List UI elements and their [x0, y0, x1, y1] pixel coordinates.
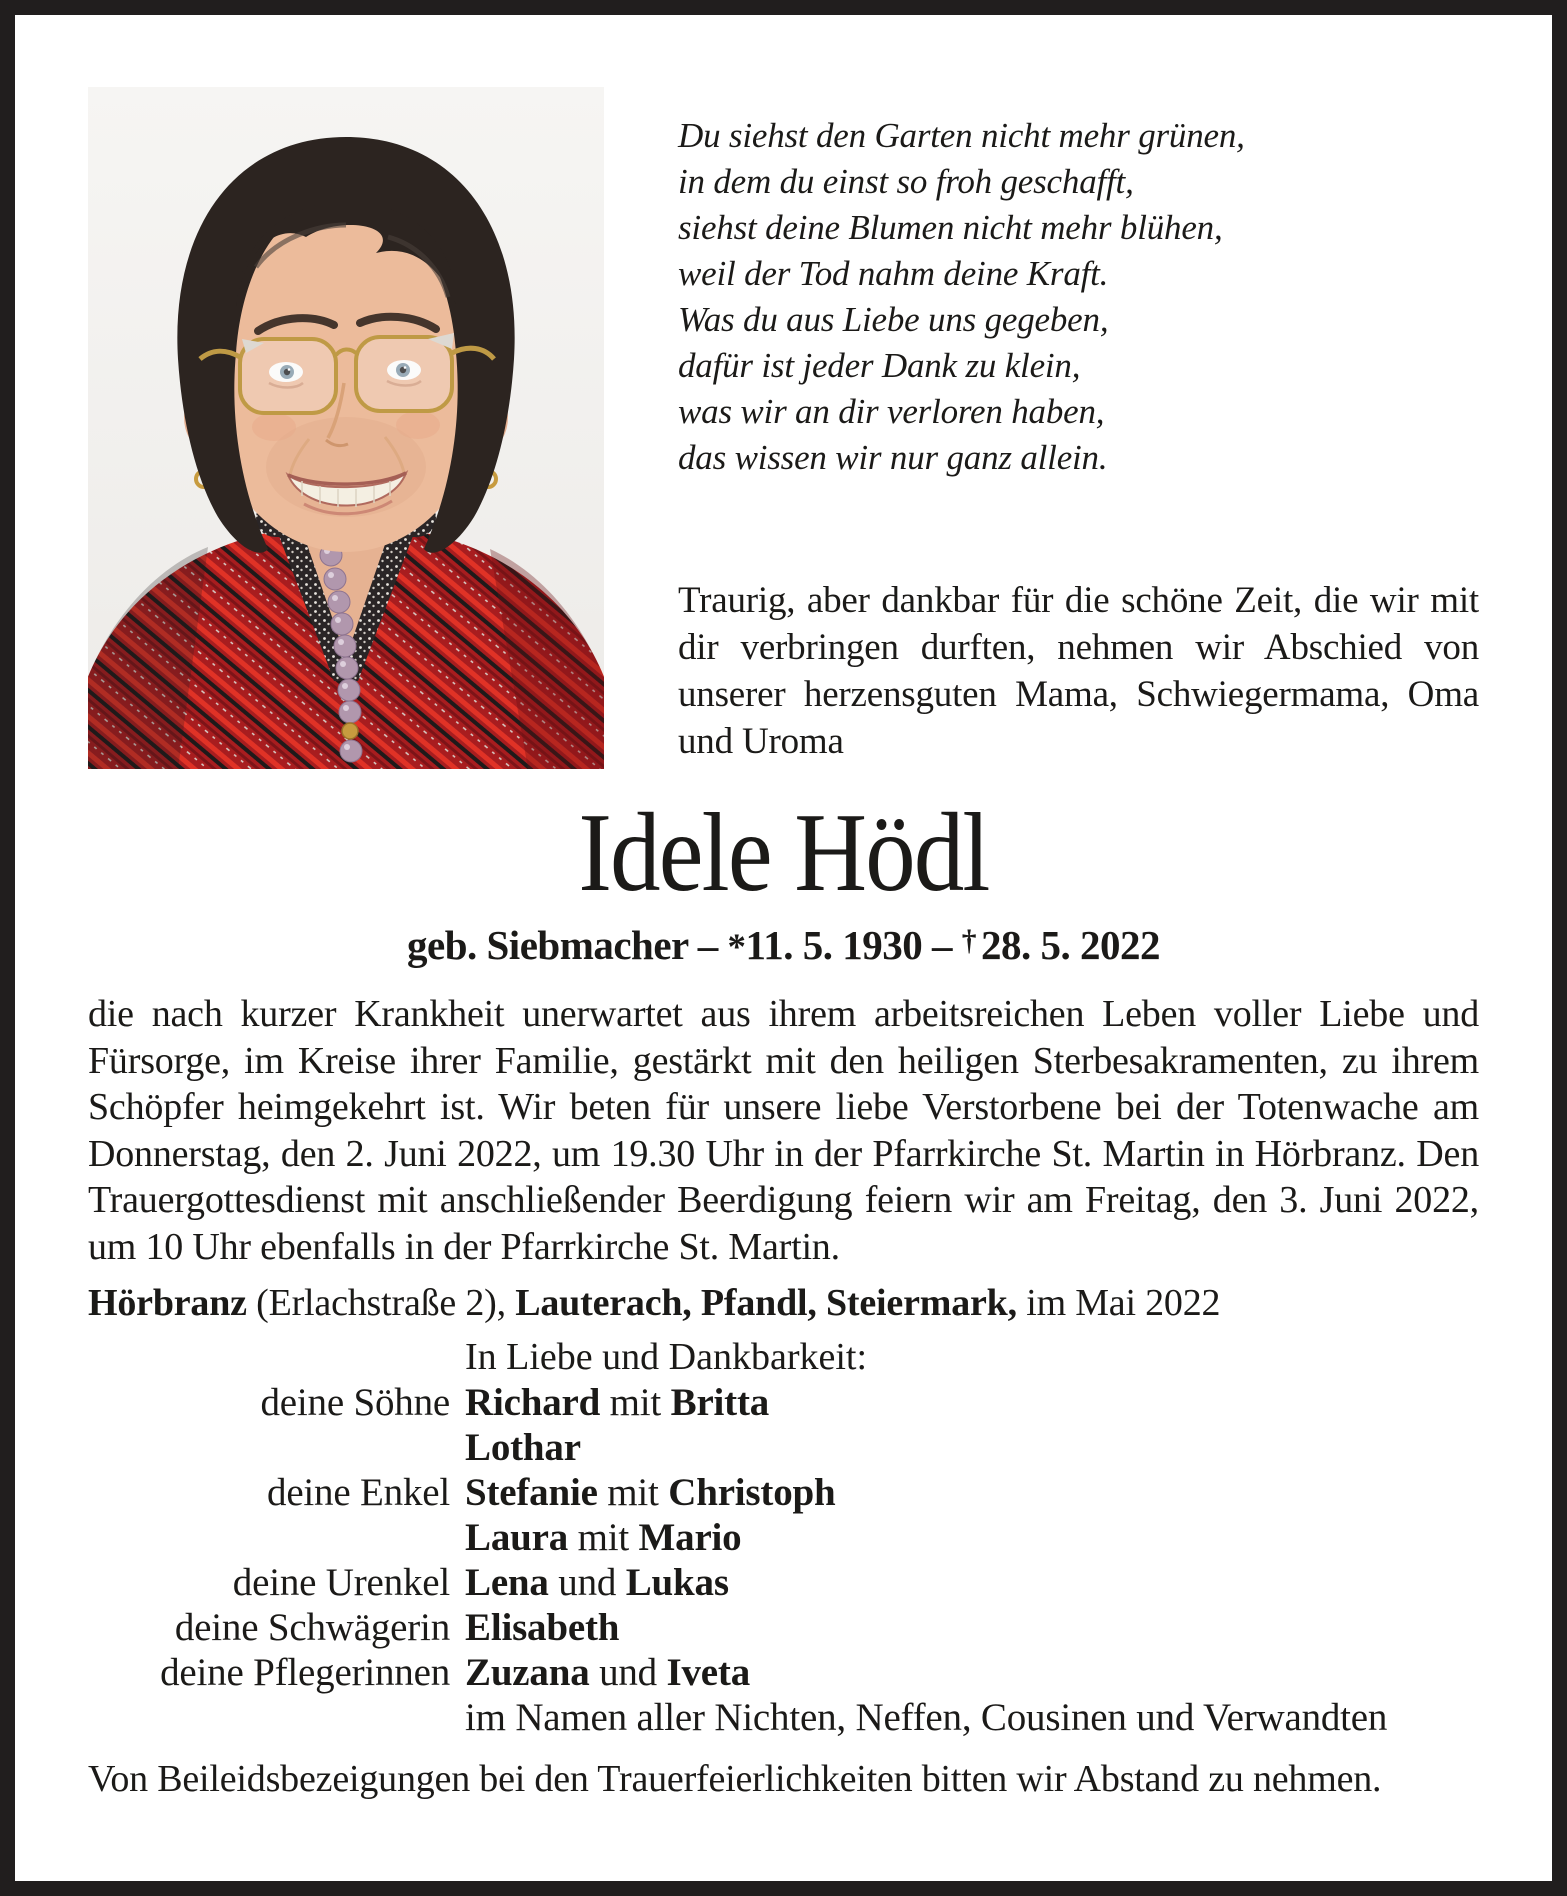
- family-relation-label: deine Enkel: [267, 1471, 450, 1514]
- portrait-photo-illustration: [88, 87, 604, 769]
- family-name: Christoph: [668, 1471, 836, 1514]
- poem-line: weil der Tod nahm deine Kraft.: [678, 254, 1109, 293]
- family-relation-label: deine Schwägerin: [174, 1606, 450, 1649]
- family-names: [465, 1560, 1479, 1605]
- family-list: [88, 1380, 1479, 1740]
- family-names: [465, 1425, 1479, 1470]
- family-names: [465, 1380, 1479, 1425]
- deceased-name: Idele Hödl: [578, 791, 989, 915]
- family-names: [465, 1515, 1479, 1560]
- family-name: Lena: [465, 1561, 549, 1604]
- maiden-name: geb. Siebmacher –: [407, 922, 728, 968]
- poem-line: dafür ist jeder Dank zu klein,: [678, 346, 1081, 385]
- family-name-separator: mit: [600, 1381, 671, 1424]
- maiden-name-and-dates: [88, 919, 1479, 969]
- place-street: (Erlachstraße 2),: [246, 1282, 516, 1324]
- death-date: 28. 5. 2022: [980, 922, 1160, 968]
- poem-line: Was du aus Liebe uns gegeben,: [678, 300, 1109, 339]
- birth-star-symbol: *: [727, 926, 746, 967]
- family-name: Laura: [465, 1516, 569, 1559]
- places-line: [88, 1280, 1479, 1326]
- family-name: Elisabeth: [465, 1606, 620, 1649]
- family-name: Richard: [465, 1381, 601, 1424]
- family-relation-label: [88, 1695, 465, 1740]
- right-column: [678, 71, 1479, 769]
- death-cross-symbol: †: [961, 925, 976, 957]
- poem-line: siehst deine Blumen nicht mehr blühen,: [678, 208, 1223, 247]
- family-name-separator: mit: [568, 1516, 639, 1559]
- poem-line: was wir an dir verloren haben,: [678, 392, 1105, 431]
- top-section: [88, 71, 1479, 769]
- family-name: Stefanie: [465, 1471, 598, 1514]
- intro-paragraph: Traurig, aber dankbar für die schöne Zeit, die wir mit dir verbringen durften, nehmen wir Abschied von unserer herzensguten Mama, Schwiegermama, Oma und Uroma: [678, 580, 1479, 762]
- family-name: Britta: [670, 1381, 770, 1424]
- poem-line: Du siehst den Garten nicht mehr grünen,: [678, 116, 1245, 155]
- family-name: Lukas: [625, 1561, 729, 1604]
- family-name-separator: mit: [597, 1471, 669, 1514]
- family-name: Iveta: [666, 1651, 751, 1694]
- birth-date: 11. 5. 1930 –: [745, 922, 962, 968]
- closing-heading: In Liebe und Dankbarkeit:: [465, 1336, 868, 1378]
- places-other: Lauterach, Pfandl, Steiermark,: [515, 1282, 1017, 1324]
- family-relation-label: [88, 1515, 465, 1560]
- family-name-separator: und: [548, 1561, 626, 1604]
- family-name: Zuzana: [465, 1651, 590, 1694]
- family-name-separator: und: [589, 1651, 667, 1694]
- poem-line: das wissen wir nur ganz allein.: [678, 438, 1108, 477]
- family-relation-label: [88, 1425, 465, 1470]
- memorial-poem: [678, 113, 1479, 481]
- necklace-clasp: [342, 723, 358, 739]
- family-names: [465, 1650, 1479, 1695]
- announcement-paragraph: die nach kurzer Krankheit unerwartet aus ihrem arbeitsreichen Leben voller Liebe und Fürsorge, im Kreise ihrer Familie, gestärkt mit den heiligen Sterbesakramenten, zu ihrem Schöpfer heimgekehrt ist. Wir beten für unsere liebe Verstorbene bei der Totenwache am Donnerstag, den 2. Juni 2022, um 19.30 Uhr in der Pfarrkirche St. Martin in Hörbranz. Den Trauergottesdienst mit anschließender Beerdigung feiern wir am Freitag, den 3. Juni 2022, um 10 Uhr ebenfalls in der Pfarrkirche St. Martin.: [88, 993, 1479, 1268]
- family-names: [465, 1605, 1479, 1650]
- date-line: im Mai 2022: [1016, 1282, 1221, 1324]
- family-relation-label: deine Urenkel: [232, 1561, 450, 1604]
- portrait-photo: [88, 87, 604, 769]
- family-relation-label: deine Söhne: [260, 1381, 450, 1424]
- family-footer: im Namen aller Nichten, Neffen, Cousinen und Verwandten: [465, 1696, 1388, 1739]
- place-hoerbranz: Hörbranz: [88, 1282, 247, 1324]
- family-relation-label: deine Pflegerinnen: [160, 1651, 450, 1694]
- family-names: [465, 1470, 1479, 1515]
- condolence-note: Von Beileidsbezeigungen bei den Trauerfeierlichkeiten bitten wir Abstand zu nehmen.: [88, 1758, 1382, 1800]
- poem-line: in dem du einst so froh geschafft,: [678, 162, 1134, 201]
- family-name: Lothar: [465, 1426, 581, 1469]
- family-name: Mario: [638, 1516, 742, 1559]
